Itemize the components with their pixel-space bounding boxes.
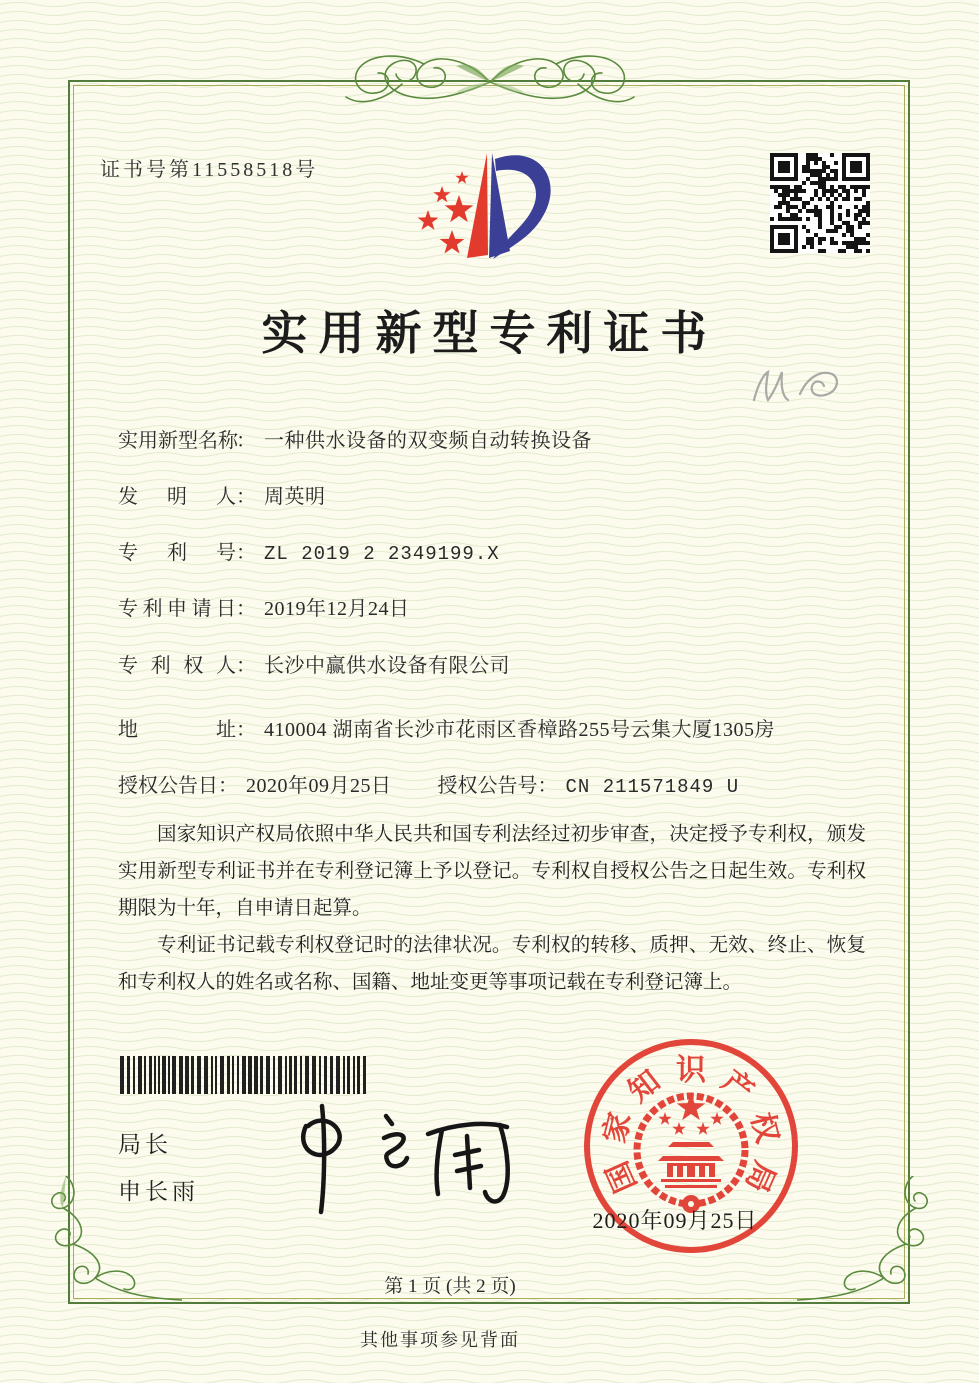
field-label: 专利号 xyxy=(118,542,236,564)
legal-paragraphs xyxy=(118,816,866,1001)
field-row-address: 地址： 410004 湖南省长沙市花雨区香樟路255号云集大厦1305房 xyxy=(118,713,880,742)
seal-text-char: 家 xyxy=(598,1109,638,1147)
grant-date-label: 授权公告日 xyxy=(118,775,218,797)
field-label: 实用新型名称 xyxy=(118,430,238,452)
field-value: 2019年12月24日 xyxy=(264,598,410,620)
field-row-patent-number: 专利号： ZL 2019 2 2349199.X xyxy=(118,536,880,565)
field-value: 周英明 xyxy=(264,486,326,508)
grant-number-label: 授权公告号 xyxy=(437,775,538,797)
field-label: 专利权人 xyxy=(118,655,236,677)
field-label: 地址 xyxy=(118,719,236,741)
field-value: 一种供水设备的双变频自动转换设备 xyxy=(264,430,592,452)
field-row-inventor: 发明人： 周英明 xyxy=(118,480,880,509)
field-value: 410004 湖南省长沙市花雨区香樟路255号云集大厦1305房 xyxy=(264,719,775,741)
grant-number-value: CN 211571849 U xyxy=(565,776,740,798)
bottom-right-flourish xyxy=(797,1176,933,1318)
cnipa-logo xyxy=(405,140,565,270)
paragraph-1: 国家知识产权局依照中华人民共和国专利法经过初步审查，决定授予专利权，颁发实用新型专利证书并在专利登记簿上予以登记。专利权自授权公告之日起生效。专利权期限为十年，自申请日起算。 xyxy=(118,824,866,919)
barcode xyxy=(120,1056,372,1094)
seal-text-char: 权 xyxy=(744,1109,784,1147)
commissioner-title: 局长 xyxy=(118,1131,172,1157)
commissioner-block xyxy=(118,1126,199,1220)
seal-date: 2020年09月25日 xyxy=(592,1208,758,1233)
back-note: 其他事项参见背面 xyxy=(360,1330,520,1350)
grant-date-value: 2020年09月25日 xyxy=(246,775,392,797)
paragraph-2: 专利证书记载专利权登记时的法律状况。专利权的转移、质押、无效、终止、恢复和专利权人的姓名或名称、国籍、地址变更等事项记载在专利登记簿上。 xyxy=(118,935,866,993)
commissioner-name: 申长雨 xyxy=(118,1178,199,1204)
seal-text-char: 识 xyxy=(676,1054,706,1087)
field-label: 发明人 xyxy=(118,486,236,508)
field-value: 长沙中赢供水设备有限公司 xyxy=(264,655,510,677)
handwritten-mark xyxy=(748,356,844,418)
qr-code xyxy=(770,153,870,253)
field-row-grant: 授权公告日： 2020年09月25日 授权公告号： CN 211571849 U xyxy=(118,775,740,798)
top-flourish xyxy=(338,50,642,112)
seal-text-char: 局 xyxy=(738,1156,782,1198)
commissioner-signature xyxy=(266,1100,510,1218)
field-value: ZL 2019 2 2349199.X xyxy=(264,543,500,565)
seal-text-char: 知 xyxy=(622,1064,667,1109)
seal-text-char: 国 xyxy=(600,1156,644,1198)
national-emblem xyxy=(637,1093,745,1213)
logo-stars xyxy=(418,171,474,254)
field-row-filing-date: 专利申请日： 2019年12月24日 xyxy=(118,592,880,621)
certificate-title: 实用新型专利证书 xyxy=(261,308,718,359)
field-row-name: 实用新型名称： 一种供水设备的双变频自动转换设备 xyxy=(118,424,880,453)
page-number: 第 1 页 (共 2 页) xyxy=(384,1276,516,1297)
certificate-number: 证书号第11558518号 xyxy=(100,159,319,181)
field-row-patentee: 专利权人： 长沙中赢供水设备有限公司 xyxy=(118,649,880,678)
seal-text-char: 产 xyxy=(715,1064,760,1109)
field-label: 专利申请日 xyxy=(118,598,236,620)
